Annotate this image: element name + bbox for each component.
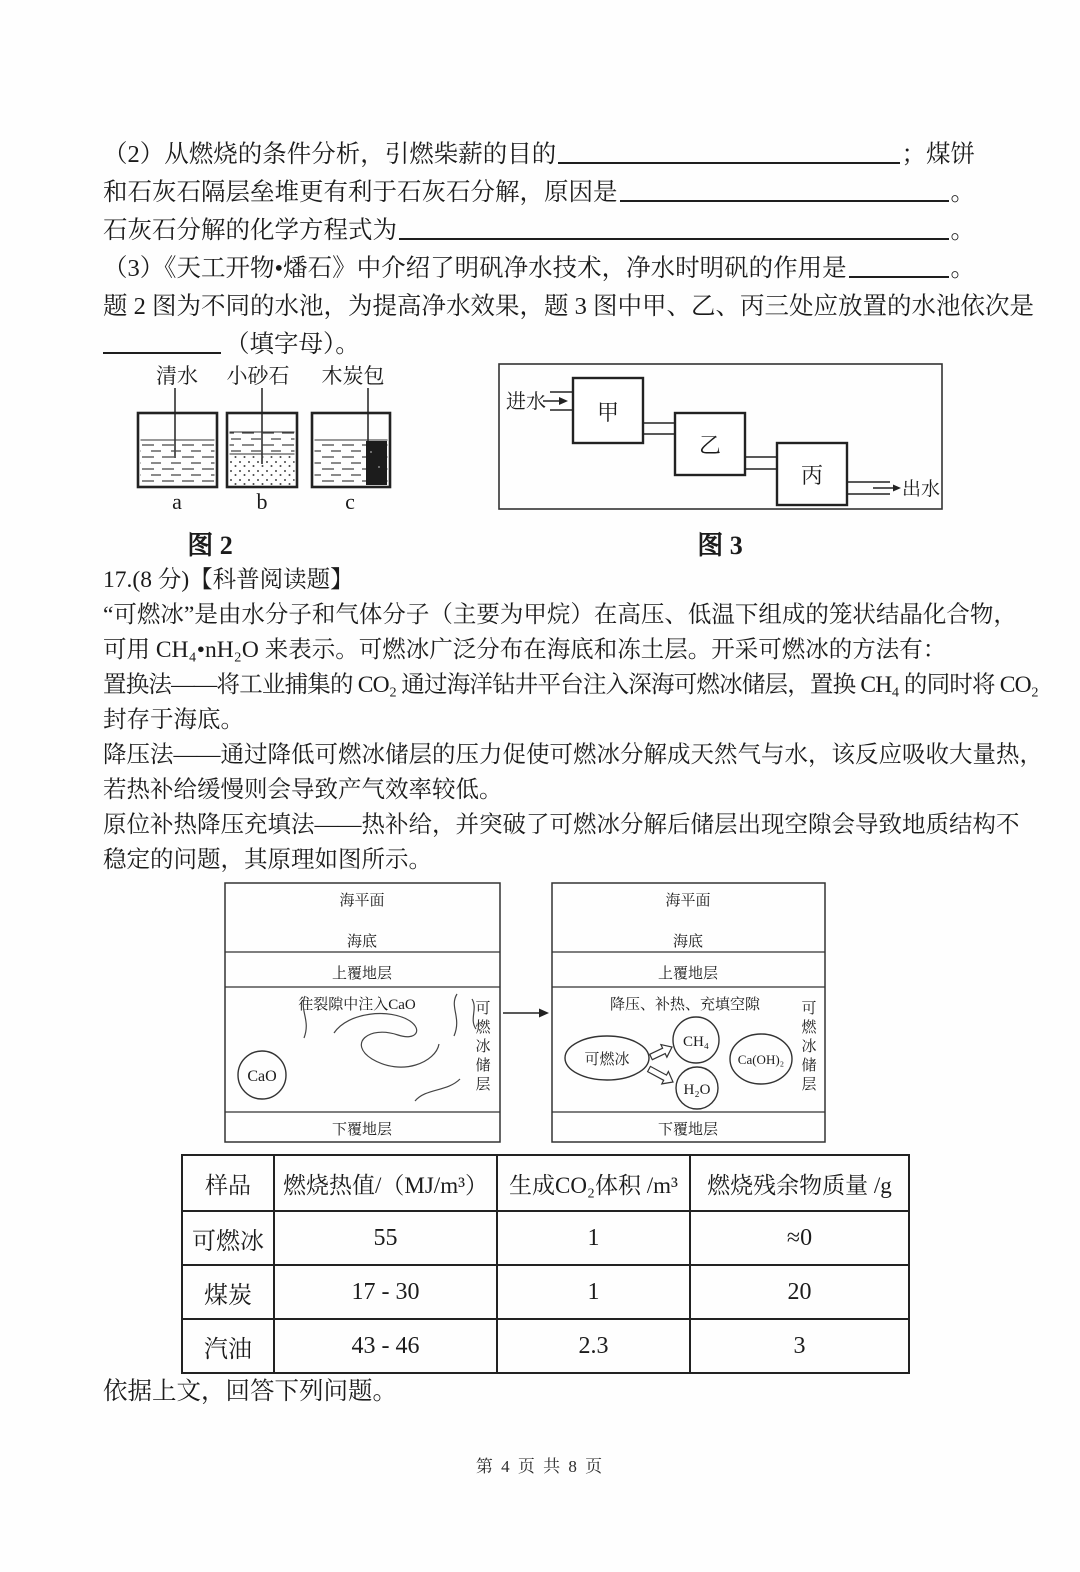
cell-heat-value: 43 - 46 bbox=[274, 1319, 497, 1373]
left-sea-level-label: 海平面 bbox=[339, 893, 385, 909]
q2-line2-suffix: 。 bbox=[950, 178, 975, 206]
cell-sample: 汽油 bbox=[182, 1319, 274, 1373]
right-reservoir-char: 冰 bbox=[801, 1039, 817, 1055]
sand-b bbox=[230, 454, 295, 485]
left-reservoir-char: 冰 bbox=[475, 1039, 491, 1055]
q2-line2 bbox=[103, 169, 975, 207]
q2-line1-suffix: ；煤饼 bbox=[901, 140, 975, 168]
inlet-label: 进水 bbox=[506, 391, 546, 413]
answer-blank bbox=[620, 200, 949, 202]
col-header-heat-value: 燃烧热值/（MJ/m³） bbox=[274, 1155, 497, 1211]
hydrate-diagram bbox=[210, 878, 840, 1150]
q3-line1-text: （3）《天工开物•燔石》中介绍了明矾净水技术，净水时明矾的作用是 bbox=[103, 254, 847, 282]
answer-blank bbox=[399, 238, 949, 240]
inlet-arrow-head bbox=[559, 397, 568, 405]
transition-arrow-head bbox=[539, 1009, 549, 1018]
fissure-line bbox=[415, 1079, 460, 1101]
left-reservoir-char: 燃 bbox=[475, 1020, 491, 1036]
fissure-line bbox=[454, 994, 457, 1036]
hollow-arrow-to-ch4 bbox=[650, 1045, 672, 1060]
hollow-arrow-to-h2o bbox=[648, 1066, 673, 1084]
right-lower-strata-label: 下覆地层 bbox=[657, 1122, 719, 1138]
right-upper-strata-label: 上覆地层 bbox=[657, 966, 719, 982]
cell-heat-value: 17 - 30 bbox=[274, 1265, 497, 1319]
q17-heading: 17.(8 分)【科普阅读题】 bbox=[103, 567, 354, 593]
left-action-label: 往裂隙中注入CaO bbox=[298, 997, 416, 1013]
charcoal-speck bbox=[370, 451, 372, 453]
col-header-residue-mass: 燃烧残余物质量 /g bbox=[690, 1155, 909, 1211]
table-header-row bbox=[182, 1155, 909, 1211]
q17-para4-line2: 稳定的问题，其原理如图所示。 bbox=[103, 847, 432, 873]
q2-line3-text: 石灰石分解的化学方程式为 bbox=[103, 216, 397, 244]
q17-para3-line2: 若热补给缓慢则会导致产气效率较低。 bbox=[103, 777, 503, 803]
q3-line2-text: 题 2 图为不同的水池，为提高净水效果，题 3 图中甲、乙、丙三处应放置的水池依次是 bbox=[103, 292, 1034, 320]
table-row bbox=[182, 1211, 909, 1265]
diagram-right-panel bbox=[552, 883, 825, 1142]
gravel-label: 小砂石 bbox=[226, 364, 290, 388]
cao-label: CaO bbox=[247, 1068, 277, 1085]
q17-para2-line2: 封存于海底。 bbox=[103, 707, 244, 733]
left-seabed-label: 海底 bbox=[346, 934, 378, 950]
cell-heat-value: 55 bbox=[274, 1211, 497, 1265]
pool-jia-label: 甲 bbox=[596, 400, 620, 425]
table-row bbox=[182, 1265, 909, 1319]
charcoal-speck bbox=[378, 466, 380, 468]
q17-para4-line1: 原位补热降压充填法——热补给，并突破了可燃冰分解后储层出现空隙会导致地质结构不 bbox=[103, 812, 1020, 838]
charcoal-pack-label: 木炭包 bbox=[321, 364, 385, 388]
cell-sample: 可燃冰 bbox=[182, 1211, 274, 1265]
q3-line1 bbox=[103, 245, 975, 283]
charcoal-pack bbox=[366, 441, 387, 485]
water-a bbox=[141, 440, 215, 485]
cell-residue-mass: ≈0 bbox=[690, 1211, 909, 1265]
tank-letter-a: a bbox=[172, 489, 182, 514]
cell-sample: 煤炭 bbox=[182, 1265, 274, 1319]
cell-residue-mass: 20 bbox=[690, 1265, 909, 1319]
right-action-label: 降压、补热、充填空隙 bbox=[609, 997, 761, 1013]
q2-line1-text: （2）从燃烧的条件分析，引燃柴薪的目的 bbox=[103, 140, 557, 168]
right-seabed-label: 海底 bbox=[672, 934, 704, 950]
answer-blank bbox=[558, 162, 899, 164]
pool-yi-label: 乙 bbox=[698, 433, 722, 458]
question-2-3-block bbox=[103, 131, 1034, 359]
q17-para1-line2: 可用 CH₄•nH₂O 来表示。可燃冰广泛分布在海底和冻土层。开采可燃冰的方法有： bbox=[103, 637, 947, 663]
col-header-sample: 样品 bbox=[182, 1155, 274, 1211]
q3-line3-suffix: （填字母）。 bbox=[225, 330, 360, 358]
q2-line3 bbox=[103, 207, 975, 245]
q2-line2-text: 和石灰石隔层垒堆更有利于石灰石分解，原因是 bbox=[103, 178, 618, 206]
table-row bbox=[182, 1319, 909, 1373]
q2-line1 bbox=[103, 131, 975, 169]
cell-co2-volume: 2.3 bbox=[497, 1319, 690, 1373]
q17-para1-line1: “可燃冰”是由水分子和气体分子（主要为甲烷）在高压、低温下组成的笼状结晶化合物， bbox=[103, 602, 1017, 628]
closing-line: 依据上文，回答下列问题。 bbox=[103, 1378, 397, 1405]
page-footer: 第 4 页 共 8 页 bbox=[475, 1457, 605, 1476]
ch4-label: CH₄ bbox=[682, 1034, 710, 1050]
outlet-label: 出水 bbox=[902, 479, 941, 500]
left-reservoir-char: 储 bbox=[475, 1058, 491, 1074]
diagram-left-panel bbox=[225, 883, 500, 1142]
figure2-tanks bbox=[130, 352, 410, 514]
right-sea-level-label: 海平面 bbox=[665, 893, 711, 909]
answer-blank bbox=[849, 276, 949, 278]
q3-line2 bbox=[103, 283, 1034, 321]
h2o-label: H₂O bbox=[683, 1082, 711, 1098]
left-reservoir-char: 层 bbox=[475, 1077, 491, 1093]
pool-bing-label: 丙 bbox=[800, 463, 824, 488]
col-header-co2-volume: 生成CO₂体积 /m³ bbox=[497, 1155, 690, 1211]
water-b bbox=[230, 432, 295, 454]
figure3-caption: 图 3 bbox=[697, 531, 743, 560]
q17-para2-line1: 置换法——将工业捕集的 CO₂ 通过海洋钻井平台注入深海可燃冰储层，置换 CH₄ 的同时将 CO₂ bbox=[103, 672, 1039, 698]
figure3-pools bbox=[498, 363, 943, 510]
right-reservoir-char: 可 bbox=[801, 1001, 817, 1017]
left-lower-strata-label: 下覆地层 bbox=[331, 1122, 393, 1138]
q3-line1-suffix: 。 bbox=[950, 254, 975, 282]
fuel-comparison-table bbox=[181, 1154, 910, 1374]
fissure-loop bbox=[334, 1014, 439, 1068]
outlet-arrow-head bbox=[893, 485, 901, 492]
cell-co2-volume: 1 bbox=[497, 1211, 690, 1265]
left-reservoir-char: 可 bbox=[475, 1001, 491, 1017]
question-17-block bbox=[103, 563, 1043, 878]
figure2-caption: 图 2 bbox=[187, 531, 233, 560]
q2-line3-suffix: 。 bbox=[950, 216, 975, 244]
cell-co2-volume: 1 bbox=[497, 1265, 690, 1319]
left-upper-strata-label: 上覆地层 bbox=[331, 966, 393, 982]
cell-residue-mass: 3 bbox=[690, 1319, 909, 1373]
q17-para3-line1: 降压法——通过降低可燃冰储层的压力促使可燃冰分解成天然气与水，该反应吸收大量热， bbox=[103, 742, 1043, 768]
hydrate-label: 可燃冰 bbox=[584, 1052, 630, 1068]
right-reservoir-char: 燃 bbox=[801, 1020, 817, 1036]
clear-water-label: 清水 bbox=[156, 364, 198, 388]
right-reservoir-char: 层 bbox=[801, 1077, 817, 1093]
caoh2-label: Ca(OH)₂ bbox=[737, 1052, 785, 1067]
tank-letter-b: b bbox=[256, 489, 268, 514]
right-reservoir-char: 储 bbox=[801, 1058, 817, 1074]
tank-letter-c: c bbox=[345, 489, 355, 514]
